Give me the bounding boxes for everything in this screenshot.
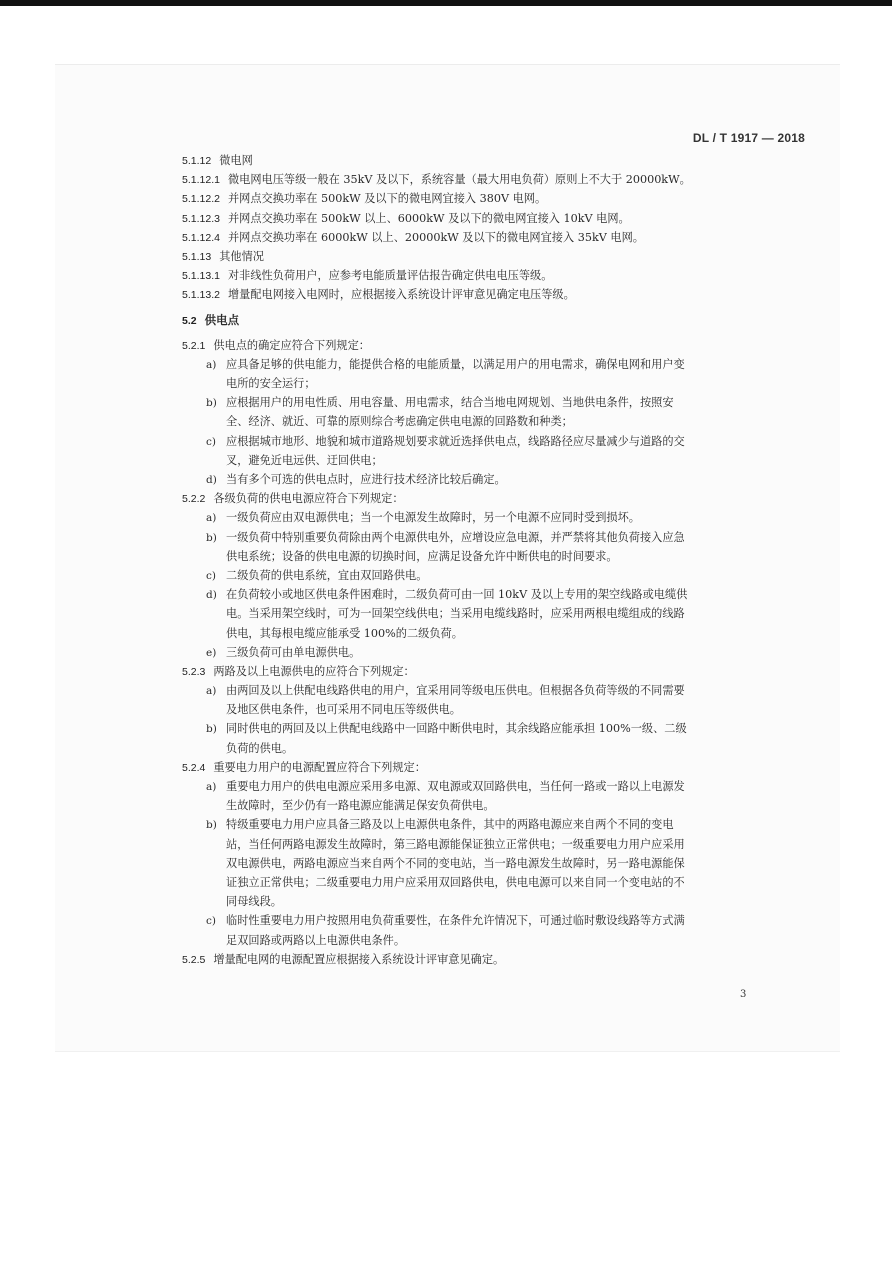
list-item <box>182 643 762 662</box>
list-item <box>182 355 762 374</box>
line-text: 叉，避免近电远供、迂回供电； <box>226 453 383 467</box>
list-item-continuation <box>182 700 762 719</box>
list-item <box>182 393 762 412</box>
list-item <box>182 528 762 547</box>
list-item-marker: b) <box>206 397 217 410</box>
clause-number: 5.1.13.2 <box>182 289 220 302</box>
clause-line <box>182 228 762 247</box>
line-text: 双电源供电，两路电源应当来自两个不同的变电站，当一路电源发生故障时，另一路电源能保 <box>226 856 685 870</box>
clause-number: 5.2.3 <box>182 665 206 678</box>
clause-line <box>182 950 762 969</box>
list-item-continuation <box>182 835 762 854</box>
line-text: 重要电力用户的电源配置应符合下列规定： <box>213 760 426 774</box>
line-text: 应根据用户的用电性质、用电容量、用电需求，结合当地电网规划、当地供电条件，按照安 <box>226 396 674 410</box>
clause-number: 5.1.13.1 <box>182 270 220 283</box>
line-text: 增量配电网的电源配置应根据接入系统设计评审意见确定。 <box>213 952 505 966</box>
list-item <box>182 585 762 604</box>
list-item-continuation <box>182 931 762 950</box>
list-item <box>182 719 762 738</box>
list-item <box>182 815 762 834</box>
list-item-continuation <box>182 604 762 623</box>
clause-line <box>182 662 762 681</box>
line-text: 供电点 <box>204 312 240 327</box>
line-text: 其他情况 <box>219 249 264 263</box>
list-item <box>182 470 762 489</box>
line-text: 重要电力用户的供电电源应采用多电源、双电源或双回路供电，当任何一路或一路以上电源发 <box>226 780 685 793</box>
line-text: 微电网 <box>219 154 253 167</box>
line-text: 增量配电网接入电网时，应根据接入系统设计评审意见确定电压等级。 <box>227 288 575 302</box>
line-text: 负荷的供电。 <box>226 741 294 755</box>
list-item-marker: c) <box>206 915 216 928</box>
list-item <box>182 508 762 527</box>
line-text: 供电系统；设备的供电电源的切换时间，应满足设备允许中断供电的时间要求。 <box>226 549 618 563</box>
clause-line <box>182 209 762 228</box>
list-item-continuation <box>182 412 762 431</box>
clause-number: 5.2.2 <box>182 493 206 506</box>
line-text: 同母线段。 <box>226 895 282 909</box>
list-item-marker: c) <box>206 569 216 582</box>
clause-line <box>182 758 762 777</box>
clause-number: 5.1.12.1 <box>182 174 220 187</box>
list-item-marker: a) <box>206 358 217 371</box>
line-text: 各级负荷的供电电源应符合下列规定： <box>213 492 404 506</box>
line-text: 一级负荷应由双电源供电；当一个电源发生故障时，另一个电源不应同时受到损坏。 <box>226 511 640 525</box>
list-item-continuation <box>182 796 762 815</box>
clause-number: 5.2.5 <box>182 953 206 966</box>
list-item-marker: d) <box>206 474 217 486</box>
line-text: 一级负荷中特别重要负荷除由两个电源供电外，应增设应急电源，并严禁将其他负荷接入应急 <box>226 530 685 544</box>
clause-line <box>182 336 762 355</box>
line-text: 二级负荷的供电系统，宜由双回路供电。 <box>226 568 428 582</box>
line-text: 证独立正常供电；二级重要电力用户应采用双回路供电，供电电源可以来自同一个变电站的不 <box>226 875 685 889</box>
list-item-marker: a) <box>206 685 217 698</box>
document-body <box>182 151 762 969</box>
list-item-continuation <box>182 854 762 873</box>
line-text: 当有多个可选的供电点时，应进行技术经济比较后确定。 <box>226 473 506 486</box>
list-item-marker: d) <box>206 589 217 602</box>
list-item-marker: b) <box>206 531 217 544</box>
line-text: 特级重要电力用户应具备三路及以上电源供电条件，其中的两路电源应来自两个不同的变电 <box>226 818 674 832</box>
line-text: 两路及以上电源供电的应符合下列规定： <box>213 664 415 678</box>
line-text: 及地区供电条件，也可采用不同电压等级供电。 <box>226 703 461 717</box>
clause-line <box>182 285 762 304</box>
list-item-marker: c) <box>206 435 216 448</box>
line-text: 电。当采用架空线时，可为一回架空线供电；当采用电缆线路时，应采用两根电缆组成的线路 <box>226 607 685 621</box>
list-item-marker: a) <box>206 781 217 793</box>
list-item-continuation <box>182 374 762 393</box>
clause-line <box>182 489 762 508</box>
document-standard-id: DL / T 1917 — 2018 <box>692 131 805 145</box>
clause-line <box>182 247 762 266</box>
line-text: 临时性重要电力用户按照用电负荷重要性，在条件允许情况下，可通过临时敷设线路等方式满 <box>226 914 685 928</box>
line-text: 并网点交换功率在 500kW 以上、6000kW 及以下的微电网宜接入 10kV 电网。 <box>227 211 630 225</box>
clause-line <box>182 266 762 285</box>
line-text: 并网点交换功率在 6000kW 以上、20000kW 及以下的微电网宜接入 35kV 电网。 <box>227 230 644 244</box>
line-text: 足双回路或两路以上电源供电条件。 <box>226 933 406 947</box>
list-item-continuation <box>182 624 762 643</box>
line-text: 供电点的确定应符合下列规定： <box>213 338 370 352</box>
line-text: 应根据城市地形、地貌和城市道路规划要求就近选择供电点，线路路径应尽量减少与道路的交 <box>226 434 685 448</box>
list-item-marker: e) <box>206 646 217 659</box>
list-item-continuation <box>182 873 762 892</box>
list-item-continuation <box>182 547 762 566</box>
line-text: 对非线性负荷用户，应参考电能质量评估报告确定供电电压等级。 <box>227 269 553 283</box>
list-item <box>182 681 762 700</box>
line-text: 在负荷较小或地区供电条件困难时，二级负荷可由一回 10kV 及以上专用的架空线路或电缆供 <box>226 588 688 602</box>
clause-line <box>182 170 762 189</box>
list-item <box>182 432 762 451</box>
list-item <box>182 911 762 930</box>
line-text: 微电网电压等级一般在 35kV 及以下，系统容量（最大用电负荷）原则上不大于 20000kW。 <box>227 173 691 187</box>
list-item-marker: a) <box>206 512 217 525</box>
list-item-continuation <box>182 892 762 911</box>
line-text: 同时供电的两回及以上供配电线路中一回路中断供电时，其余线路应能承担 100%一级、二级 <box>226 722 687 736</box>
line-text: 供电，其每根电缆应能承受 100%的二级负荷。 <box>226 626 463 640</box>
clause-line <box>182 189 762 208</box>
clause-number: 5.2 <box>182 314 197 327</box>
line-text: 三级负荷可由单电源供电。 <box>226 645 361 659</box>
line-text: 由两回及以上供配电线路供电的用户，宜采用同等级电压供电。但根据各负荷等级的不同需要 <box>226 684 685 698</box>
line-text: 生故障时，至少仍有一路电源应能满足保安负荷供电。 <box>226 799 495 813</box>
line-text: 全、经济、就近、可靠的原则综合考虑确定供电电源的回路数和种类； <box>226 415 573 429</box>
line-text: 应具备足够的供电能力，能提供合格的电能质量，以满足用户的用电需求，确保电网和用户变 <box>226 357 685 371</box>
top-border <box>0 0 892 6</box>
list-item-continuation <box>182 451 762 470</box>
list-item <box>182 777 762 796</box>
line-text: 并网点交换功率在 500kW 及以下的微电网宜接入 380V 电网。 <box>227 192 547 206</box>
list-item-continuation <box>182 739 762 758</box>
list-item-marker: b) <box>206 819 217 832</box>
clause-number: 5.1.12.3 <box>182 212 220 225</box>
list-item-marker: b) <box>206 723 217 736</box>
clause-number: 5.1.13 <box>182 250 212 263</box>
clause-line <box>182 151 762 170</box>
page-number: 3 <box>740 989 747 1000</box>
line-text: 站，当任何两路电源发生故障时，第三路电源能保证独立正常供电；一级重要电力用户应采用 <box>226 837 685 851</box>
clause-number: 5.1.12.4 <box>182 231 220 244</box>
list-item <box>182 566 762 585</box>
line-text: 电所的安全运行； <box>226 377 316 391</box>
clause-number: 5.2.4 <box>182 761 206 774</box>
section-heading <box>182 311 762 330</box>
clause-number: 5.1.12.2 <box>182 193 220 206</box>
clause-number: 5.1.12 <box>182 155 212 167</box>
clause-number: 5.2.1 <box>182 339 206 352</box>
